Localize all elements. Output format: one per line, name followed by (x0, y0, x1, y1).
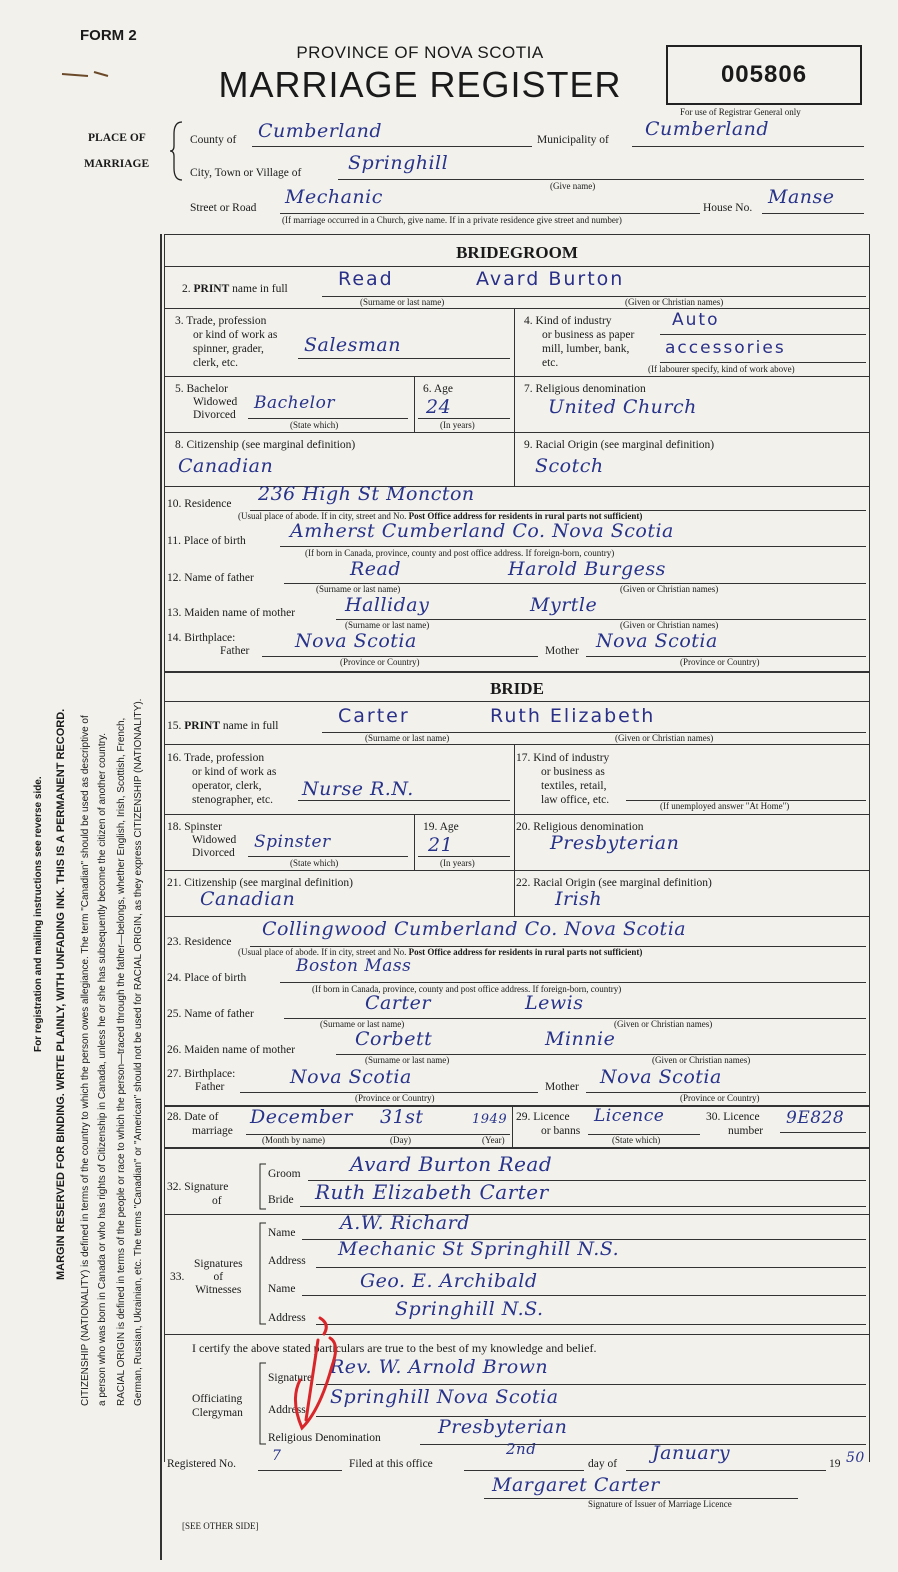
witness-field-number: 33. (170, 1271, 185, 1283)
filed-year[interactable]: 50 (846, 1450, 865, 1466)
bride-print-label: PRINT (184, 720, 221, 732)
province-title: PROVINCE OF NOVA SCOTIA (296, 43, 544, 62)
licence-number-label (706, 1110, 763, 1138)
licence-label-line2: or banns (541, 1125, 581, 1137)
bride-religion-label: 20. Religious denomination (516, 821, 644, 833)
signature-label-line2: of (212, 1195, 222, 1207)
licence-state-which: (State which) (612, 1135, 661, 1145)
groom-industry-label (524, 314, 634, 370)
municipality-label: Municipality of (537, 134, 609, 146)
bride-religion[interactable]: Presbyterian (550, 832, 680, 854)
bride-mother-given[interactable]: Minnie (545, 1028, 616, 1050)
groom-religion[interactable]: United Church (548, 396, 697, 418)
groom-father-given[interactable]: Harold Burgess (508, 558, 666, 580)
date-label-line2: marriage (192, 1125, 233, 1137)
bride-father-surname-cap: (Surname or last name) (320, 1019, 405, 1029)
registrar-note: For use of Registrar General only (680, 107, 801, 117)
year-prefix: 19 (829, 1458, 841, 1470)
groom-father-label: 12. Name of father (167, 572, 254, 584)
groom-age[interactable]: 24 (426, 396, 452, 418)
brace-witness (256, 1222, 268, 1326)
bride-mother-label: 26. Maiden name of mother (167, 1044, 296, 1056)
bride-birthplace-parents-label: 27. Birthplace: (167, 1068, 236, 1080)
register-number: 005806 (666, 45, 862, 105)
bride-state-which: (State which) (290, 858, 339, 868)
officiating-line1: Officiating (192, 1393, 243, 1405)
month-caption: (Month by name) (262, 1135, 325, 1145)
groom-mother-surname-cap: (Surname or last name) (345, 620, 430, 630)
bride-status-line1: 18. Spinster (167, 821, 222, 833)
registered-no[interactable]: 7 (272, 1448, 282, 1464)
groom-racial-label: 9. Racial Origin (see marginal definition) (524, 439, 715, 451)
bride-in-years: (In years) (440, 858, 475, 868)
w2-address-label: Address (268, 1312, 306, 1324)
date-label-line1: 28. Date of (167, 1111, 219, 1123)
form-number-label: FORM 2 (80, 27, 137, 44)
groom-trade[interactable]: Salesman (304, 334, 401, 356)
licence-or-banns[interactable]: Licence (594, 1106, 665, 1126)
bride-surname-caption: (Surname or last name) (365, 733, 450, 743)
groom-status[interactable]: Bachelor (254, 393, 335, 413)
bride-name-in-full: name in full (222, 720, 279, 732)
groom-bp-father-cap: (Province or Country) (340, 657, 420, 667)
give-name-caption: (Give name) (550, 181, 596, 191)
bride-father-given-cap: (Given or Christian names) (614, 1019, 713, 1029)
groom-given[interactable]: Avard Burton (476, 268, 625, 290)
groom-trade-line4: clerk, etc. (193, 357, 239, 369)
groom-status-line1: 5. Bachelor (175, 383, 229, 395)
groom-citizenship[interactable]: Canadian (178, 455, 274, 477)
bride-residence[interactable]: Collingwood Cumberland Co. Nova Scotia (262, 918, 687, 940)
marriage-month[interactable]: December (250, 1106, 353, 1128)
page-title: MARRIAGE REGISTER (218, 64, 622, 105)
bride-bp-mother[interactable]: Nova Scotia (600, 1066, 722, 1088)
groom-industry-line2: or business as paper (542, 329, 635, 341)
groom-name-label (182, 283, 288, 296)
signature-label (167, 1180, 228, 1208)
witness-label-line3: Witnesses (195, 1284, 242, 1296)
bride-residence-note-b: Post Office address for residents in rural parts not sufficient) (408, 947, 643, 957)
brace-signature (256, 1163, 268, 1211)
bride-industry-line1: 17. Kind of industry (516, 752, 610, 764)
signature-label-line1: 32. Signature (167, 1181, 229, 1193)
witness-label-line1: Signatures (194, 1258, 243, 1270)
bride-citizenship-label: 21. Citizenship (see marginal definition) (167, 877, 353, 889)
bride-status[interactable]: Spinster (254, 832, 331, 852)
groom-residence[interactable]: 236 High St Moncton (258, 483, 475, 505)
bride-field-number: 15. (167, 720, 182, 732)
groom-birthplace-parents-label: 14. Birthplace: (167, 632, 236, 644)
city-value[interactable]: Springhill (348, 152, 449, 174)
witness2-name[interactable]: Geo. E. Archibald (360, 1270, 538, 1292)
groom-sig-label: Groom (268, 1168, 301, 1180)
date-label (167, 1110, 233, 1138)
groom-surname-caption: (Surname or last name) (360, 297, 445, 307)
brace-clergy (256, 1362, 268, 1446)
clergy-denomination-label: Religious Denomination (268, 1432, 381, 1444)
groom-father-surname-cap: (Surname or last name) (316, 584, 401, 594)
certification-text: I certify the above stated particulars are true to the best of my knowledge and belief. (192, 1341, 597, 1355)
groom-industry-line3: mill, lumber, bank, (542, 343, 630, 355)
place-label-1: PLACE OF (88, 132, 146, 144)
licence-label-line1: 29. Licence (516, 1111, 570, 1123)
bride-birthplace[interactable]: Boston Mass (296, 956, 412, 976)
bride-surname[interactable]: Carter (338, 705, 410, 727)
groom-industry-line1: 4. Kind of industry (524, 315, 612, 327)
groom-mother-given-cap: (Given or Christian names) (620, 620, 719, 630)
groom-bp-mother-label: Mother (545, 645, 579, 657)
margin-racial-def-2: German, Russian, Ukrainian, etc. The terms "Canadian" or "American" should not be used for RACIAL ORIGIN, as they express CITIZENSHIP (NATIONALITY). (133, 698, 144, 1406)
clergy-address[interactable]: Springhill Nova Scotia (330, 1386, 559, 1408)
w2-name-label: Name (268, 1283, 296, 1295)
city-label: City, Town or Village of (190, 167, 302, 179)
bride-age[interactable]: 21 (428, 834, 454, 856)
registered-no-label: Registered No. (167, 1458, 236, 1470)
bridegroom-heading: BRIDEGROOM (456, 243, 578, 262)
bride-bp-mother-label: Mother (545, 1081, 579, 1093)
groom-status-line2: Widowed (193, 396, 238, 408)
bride-residence-note-a: (Usual place of abode. If in city, street and No. (238, 947, 407, 957)
see-other-side: [SEE OTHER SIDE] (182, 1521, 259, 1531)
clergy-signature[interactable]: Rev. W. Arnold Brown (330, 1356, 549, 1378)
bride-sig-label: Bride (268, 1194, 294, 1206)
bride-father-given[interactable]: Lewis (525, 992, 584, 1014)
bride-trade-line4: stenographer, etc. (192, 794, 273, 806)
bride-trade[interactable]: Nurse R.N. (302, 778, 414, 800)
bride-bp-father-label: Father (195, 1081, 225, 1093)
groom-status-label (175, 383, 237, 422)
day-of-label: day of (588, 1458, 618, 1470)
day-caption: (Day) (390, 1135, 411, 1145)
bride-father-surname[interactable]: Carter (365, 992, 431, 1014)
bride-given-caption: (Given or Christian names) (615, 733, 714, 743)
county-label: County of (190, 134, 237, 146)
clergy-denomination[interactable]: Presbyterian (438, 1416, 568, 1438)
bride-industry-line3: textiles, retail, (541, 780, 607, 792)
bride-industry-note: (If unemployed answer "At Home") (660, 801, 790, 811)
groom-racial[interactable]: Scotch (535, 455, 604, 477)
bride-birthplace-note: (If born in Canada, province, county and post office address. If foreign-born, country) (312, 984, 622, 994)
bride-residence-label: 23. Residence (167, 936, 232, 948)
groom-birthplace-note: (If born in Canada, province, county and post office address. If foreign-born, country) (305, 548, 615, 558)
licence-label (516, 1110, 580, 1138)
bride-mother-surname[interactable]: Corbett (355, 1028, 433, 1050)
street-value[interactable]: Mechanic (285, 186, 383, 208)
bride-mother-given-cap: (Given or Christian names) (652, 1055, 751, 1065)
groom-status-line3: Divorced (193, 409, 236, 421)
bride-age-label: 19. Age (423, 821, 459, 833)
bride-heading: BRIDE (490, 679, 544, 698)
witness1-name[interactable]: A.W. Richard (340, 1212, 470, 1234)
margin-citizenship-def-2: a person who was born in Canada or who has rights of Citizenship in Canada, unless he or she has subsequently become the citizen of another country. (97, 733, 108, 1406)
groom-trade-line2: or kind of work as (193, 329, 278, 341)
bride-birthplace-label: 24. Place of birth (167, 972, 247, 984)
groom-industry-2[interactable]: accessories (665, 338, 786, 358)
bride-bp-father-cap: (Province or Country) (355, 1093, 435, 1103)
margin-citizenship-def-1: CITIZENSHIP (NATIONALITY) is defined in terms of the country to which the person owes allegiance. The term "Canadian" should be used as descriptive of (80, 715, 91, 1406)
groom-birthplace-label: 11. Place of birth (167, 535, 246, 547)
bride-racial[interactable]: Irish (555, 888, 603, 910)
groom-residence-note-a: (Usual place of abode. If in city, street and No. (238, 511, 407, 521)
margin-binding-note: MARGIN RESERVED FOR BINDING. WRITE PLAINLY, WITH UNFADING INK. THIS IS A PERMANENT RECORD. (55, 708, 67, 1280)
groom-trade-label (175, 314, 277, 370)
w1-address-label: Address (268, 1255, 306, 1267)
street-label: Street or Road (190, 202, 257, 214)
licence-number-line1: 30. Licence (706, 1111, 760, 1123)
groom-age-label: 6. Age (423, 383, 454, 395)
groom-mother-label: 13. Maiden name of mother (167, 607, 296, 619)
bride-mother-surname-cap: (Surname or last name) (365, 1055, 450, 1065)
bride-status-line3: Divorced (192, 847, 235, 859)
ink-mark (58, 64, 118, 84)
red-check-mark (280, 1310, 350, 1440)
groom-industry-1[interactable]: Auto (672, 310, 720, 330)
place-note: (If marriage occurred in a Church, give name. If in a private residence give street and number) (282, 215, 622, 225)
bride-bp-father[interactable]: Nova Scotia (290, 1066, 412, 1088)
bride-trade-line1: 16. Trade, profession (167, 752, 265, 764)
groom-industry-note: (If labourer specify, kind of work above) (648, 364, 795, 374)
marriage-day[interactable]: 31st (380, 1106, 424, 1128)
witness-label (194, 1258, 243, 1297)
bride-status-line2: Widowed (192, 834, 237, 846)
bride-name-label (167, 720, 278, 733)
groom-in-years: (In years) (440, 420, 475, 430)
officiating-line2: Clergyman (192, 1407, 243, 1419)
place-label-2: MARRIAGE (84, 158, 150, 170)
issuer-caption: Signature of Issuer of Marriage Licence (588, 1499, 732, 1509)
bride-racial-label: 22. Racial Origin (see marginal definition) (516, 877, 712, 889)
bride-citizenship[interactable]: Canadian (200, 888, 296, 910)
licence-number-line2: number (728, 1125, 764, 1137)
margin-instructions: For registration and mailing instructions see reverse side. (33, 776, 44, 1052)
groom-residence-label: 10. Residence (167, 498, 232, 510)
groom-bp-mother-cap: (Province or Country) (680, 657, 760, 667)
groom-mother-given[interactable]: Myrtle (530, 594, 598, 616)
groom-industry-line4: etc. (542, 357, 559, 369)
groom-surname[interactable]: Read (338, 268, 394, 290)
bride-signature[interactable]: Ruth Elizabeth Carter (315, 1180, 549, 1204)
bride-status-label (167, 821, 236, 860)
marriage-year[interactable]: 1949 (472, 1112, 508, 1127)
filed-day[interactable]: 2nd (506, 1440, 537, 1458)
groom-trade-line1: 3. Trade, profession (175, 315, 267, 327)
house-label: House No. (703, 202, 753, 214)
officiating-label (192, 1392, 243, 1420)
bride-trade-label (167, 751, 276, 807)
bride-trade-line2: or kind of work as (192, 766, 277, 778)
house-value[interactable]: Manse (768, 186, 835, 208)
bride-father-label: 25. Name of father (167, 1008, 254, 1020)
witness-label-line2: of (213, 1271, 224, 1283)
bride-bp-mother-cap: (Province or Country) (680, 1093, 760, 1103)
w1-name-label: Name (268, 1227, 296, 1239)
witness2-address[interactable]: Springhill N.S. (395, 1298, 544, 1320)
witness1-address[interactable]: Mechanic St Springhill N.S. (338, 1238, 620, 1260)
county-value[interactable]: Cumberland (258, 120, 383, 142)
groom-name-in-full: name in full (232, 283, 288, 295)
groom-print-label: PRINT (193, 283, 230, 295)
clergy-signature-label: Signature (268, 1372, 313, 1384)
margin-racial-def-1: RACIAL ORIGIN is defined in terms of the people or race to which the person—traced through the father—belongs, whether English, Irish, Scottish, French, (116, 717, 127, 1406)
groom-bp-mother[interactable]: Nova Scotia (596, 630, 718, 652)
bride-given[interactable]: Ruth Elizabeth (490, 705, 656, 727)
municipality-value[interactable]: Cumberland (645, 118, 770, 140)
brace (170, 120, 184, 182)
groom-residence-note-b: Post Office address for residents in rural parts not sufficient) (408, 511, 643, 521)
clergy-address-label: Address (268, 1404, 306, 1416)
filed-month[interactable]: January (652, 1442, 731, 1464)
bride-industry-label (516, 751, 609, 807)
issuer-signature[interactable]: Margaret Carter (492, 1474, 660, 1496)
groom-religion-label: 7. Religious denomination (524, 383, 646, 395)
groom-bp-father-label: Father (220, 645, 250, 657)
groom-father-given-cap: (Given or Christian names) (620, 584, 719, 594)
bride-trade-line3: operator, clerk, (192, 780, 262, 792)
bride-industry-line4: law office, etc. (541, 794, 610, 806)
groom-state-which: (State which) (290, 420, 339, 430)
groom-given-caption: (Given or Christian names) (625, 297, 724, 307)
bride-industry-line2: or business as (541, 766, 605, 778)
groom-father-surname[interactable]: Read (350, 558, 402, 580)
groom-birthplace[interactable]: Amherst Cumberland Co. Nova Scotia (290, 520, 674, 542)
filed-label: Filed at this office (349, 1458, 433, 1470)
groom-trade-line3: spinner, grader, (193, 343, 264, 355)
year-caption: (Year) (482, 1135, 505, 1145)
groom-bp-father[interactable]: Nova Scotia (295, 630, 417, 652)
groom-mother-surname[interactable]: Halliday (345, 594, 430, 616)
groom-citizenship-label: 8. Citizenship (see marginal definition) (175, 439, 356, 451)
licence-number[interactable]: 9E828 (786, 1108, 845, 1128)
groom-signature[interactable]: Avard Burton Read (350, 1152, 553, 1176)
groom-field-number: 2. (182, 283, 191, 295)
